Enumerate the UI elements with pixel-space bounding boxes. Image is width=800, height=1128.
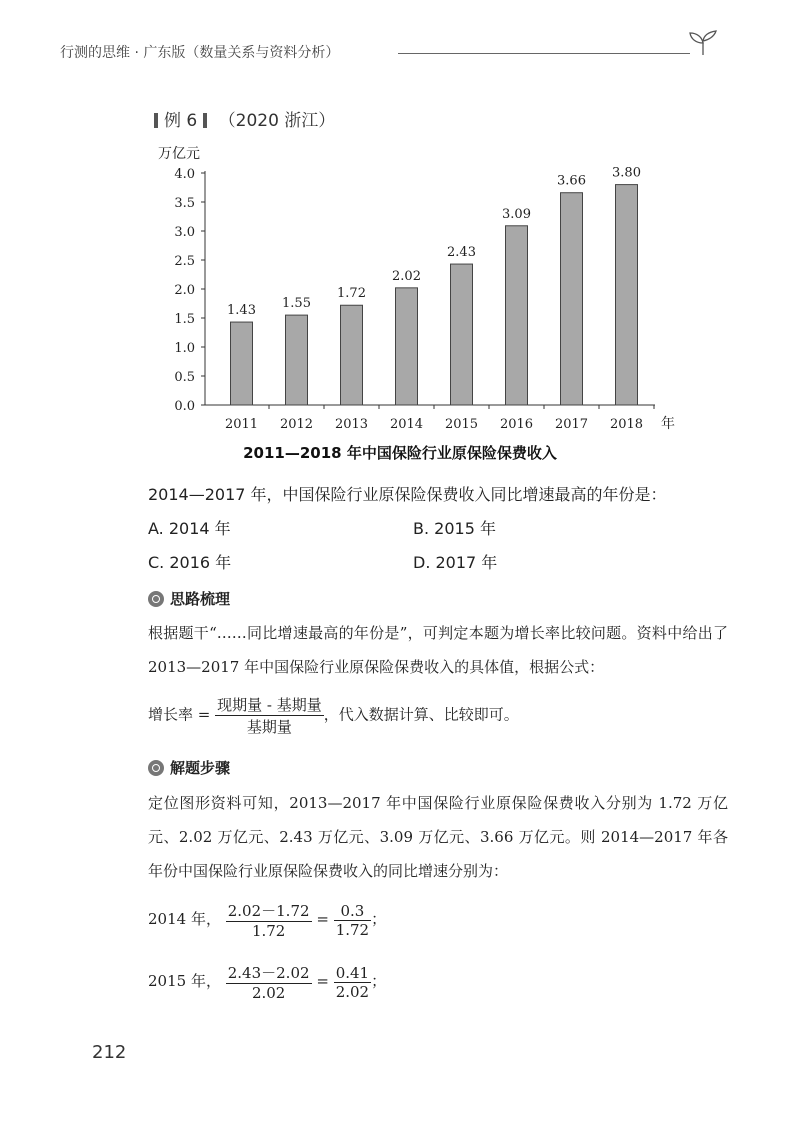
calc-equals: = [316,910,329,928]
example-source: （2020 浙江） [218,111,336,131]
calc-year: 2015 年， [148,972,221,990]
y-tick-label: 1.5 [174,312,195,327]
y-tick-label: 2.0 [174,283,195,298]
example-marker-right [203,113,207,128]
steps-paragraph: 定位图形资料可知，2013—2017 年中国保险行业原保险保费收入分别为 1.72 万亿元、2.02 万亿元、2.43 万亿元、3.09 万亿元、3.66 万亿元。则 2014—2017 年各年份中国保险行业原保险保费收入的同比增速分别为： [148,794,728,880]
bar-value-label: 2.43 [447,245,476,261]
calc-2014 [148,900,386,940]
formula-fraction [215,694,324,737]
calc-numerator: 2.43－2.02 [227,964,310,982]
x-tick-label: 2015 [444,417,479,432]
bar [396,288,418,405]
formula-numerator: 现期量 - 基期量 [217,696,322,714]
growth-rate-formula [148,694,519,737]
x-tick-label: 2018 [609,417,644,432]
calc-denominator: 1.72 [251,922,286,940]
calc-equals: = [316,972,329,990]
bar [451,264,473,405]
x-tick-label: 2011 [224,417,259,432]
x-axis-label: 年 [661,416,675,432]
bar [341,305,363,405]
bar [286,315,308,405]
section-bullet-icon [148,760,164,776]
x-tick-label: 2016 [499,417,534,432]
y-tick-label: 4.0 [174,167,195,182]
calc-numerator: 2.02－1.72 [227,902,310,920]
option-a: A. 2014 年 [148,519,231,538]
thinking-paragraph: 根据题干“……同比增速最高的年份是”，可判定本题为增长率比较问题。资料中给出了 2013—2017 年中国保险行业原保险保费收入的具体值，根据公式： [148,624,728,676]
section-steps-title: 解题步骤 [170,759,231,777]
bar [506,226,528,405]
section-steps-heading [148,757,230,778]
y-tick-label: 3.5 [174,196,195,211]
x-tick-label: 2017 [554,417,589,432]
header-rule [398,53,690,54]
example-marker-left [154,113,158,128]
chart-title: 2011—2018 年中国保险行业原保险保费收入 [243,444,557,462]
bar-value-label: 2.02 [392,268,421,284]
sprout-icon [688,30,718,56]
bar [561,193,583,405]
bar-value-label: 1.55 [282,296,311,312]
example-heading [148,106,335,131]
page-number: 212 [92,1042,127,1063]
x-tick-label: 2014 [389,417,424,432]
calc-fraction-2 [334,964,371,1001]
x-tick-label: 2012 [279,417,314,432]
bar-value-label: 1.43 [227,303,256,319]
option-b: B. 2015 年 [413,519,496,538]
formula-lhs: 增长率 = [148,705,211,724]
y-tick-label: 2.5 [174,254,195,269]
x-tick-label: 2013 [334,417,369,432]
question-stem: 2014—2017 年，中国保险行业原保险保费收入同比增速最高的年份是： [148,485,667,504]
calc-denominator: 2.02 [251,984,286,1002]
option-d: D. 2017 年 [413,553,498,572]
section-thinking-title: 思路梳理 [170,590,231,608]
y-tick-label: 1.0 [174,341,195,356]
bar [231,322,253,405]
bar-value-label: 3.66 [557,173,586,189]
example-label: 例 6 [164,111,198,131]
section-bullet-icon [148,591,164,607]
y-tick-label: 0.0 [174,399,195,414]
y-tick-label: 3.0 [174,225,195,240]
bar-value-label: 3.09 [502,206,531,222]
calc-end: ； [371,910,387,928]
calc-2015 [148,962,386,1002]
formula-tail: ，代入数据计算、比较即可。 [323,705,519,724]
calc-fraction-1 [226,962,312,1002]
calc-end: ； [371,972,387,990]
bar-chart [150,140,690,440]
calc-year: 2014 年， [148,910,221,928]
formula-denominator: 基期量 [246,718,292,736]
running-header: 行测的思维 · 广东版（数量关系与资料分析） [60,45,340,61]
bar [616,185,638,405]
calc-fraction-1 [226,900,312,940]
y-axis-label: 万亿元 [158,146,200,162]
calc-numerator: 0.41 [335,963,370,982]
calc-numerator: 0.3 [334,902,371,921]
bar-value-label: 1.72 [337,286,366,302]
calc-denominator: 1.72 [335,920,370,939]
bar-value-label: 3.80 [612,165,641,181]
calc-fraction-2 [334,902,371,939]
y-tick-label: 0.5 [174,370,195,385]
calc-denominator: 2.02 [335,982,370,1001]
section-thinking-heading [148,588,230,609]
option-c: C. 2016 年 [148,553,232,572]
